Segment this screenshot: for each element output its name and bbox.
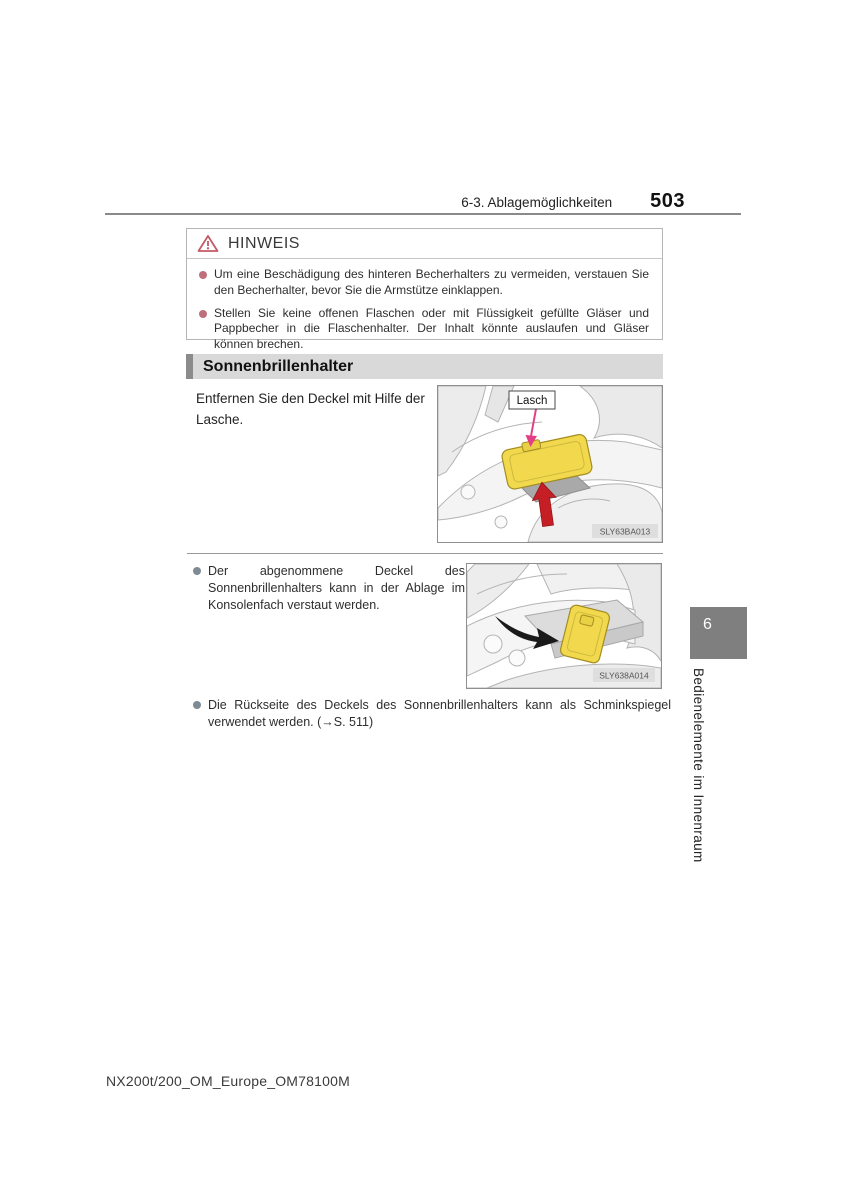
figure-code: SLY63BA013 xyxy=(599,526,651,537)
console-lid-illustration xyxy=(438,386,662,542)
figure-lid-stored-in-console xyxy=(466,563,662,689)
section-heading xyxy=(186,354,663,379)
bullet-icon xyxy=(199,271,207,279)
breadcrumb: 6-3. Ablagemöglichkeiten xyxy=(461,195,613,210)
chapter-title-vertical: Bedienelemente im Innenraum xyxy=(691,668,706,863)
notice-item-text: Um eine Beschädigung des hinteren Becherhalters zu vermeiden, verstauen Sie den Becherhalter, bevor Sie die Armstütze einklappen. xyxy=(214,267,649,297)
figure-code: SLY638A014 xyxy=(599,670,649,681)
notice-item xyxy=(199,306,650,353)
notice-item xyxy=(199,267,650,299)
figure-remove-sunglasses-holder-lid xyxy=(437,385,663,543)
chapter-tab: 6 xyxy=(690,607,747,659)
list-item-text: Der abgenommene Deckel des Sonnenbrillenhalters kann in der Ablage im Konsolenfach verstaut werden. xyxy=(208,564,465,612)
header-divider xyxy=(105,213,741,215)
bullet-icon xyxy=(193,701,201,709)
list-item xyxy=(193,697,671,731)
section-divider xyxy=(187,553,663,554)
page-number: 503 xyxy=(650,190,685,212)
notice-header xyxy=(187,229,662,259)
section-heading-label: Sonnenbrillenhalter xyxy=(203,357,354,375)
page-header xyxy=(105,190,685,213)
warning-triangle-icon xyxy=(197,234,219,253)
list-item-text: Die Rückseite des Deckels des Sonnenbrillenhalters kann als Schminkspiegel verwendet werden. (→S. 511) xyxy=(208,698,671,729)
notice-body xyxy=(187,259,662,353)
bullet-icon xyxy=(199,310,207,318)
console-storage-illustration xyxy=(467,564,661,688)
notice-item-text: Stellen Sie keine offenen Flaschen oder mit Flüssigkeit gefüllte Gläser und Pappbecher in die Flaschenhalter. Der Inhalt könnte auslaufen und Gläser können brechen. xyxy=(214,305,649,352)
callout-label: Lasch xyxy=(516,395,548,407)
notice-title: HINWEIS xyxy=(228,234,300,252)
bullet-icon xyxy=(193,567,201,575)
notice-box xyxy=(186,228,663,352)
section-intro-text: Entfernen Sie den Deckel mit Hilfe der Lasche. xyxy=(196,391,425,427)
list-item xyxy=(193,563,465,614)
footer-document-id: NX200t/200_OM_Europe_OM78100M xyxy=(106,1073,350,1089)
